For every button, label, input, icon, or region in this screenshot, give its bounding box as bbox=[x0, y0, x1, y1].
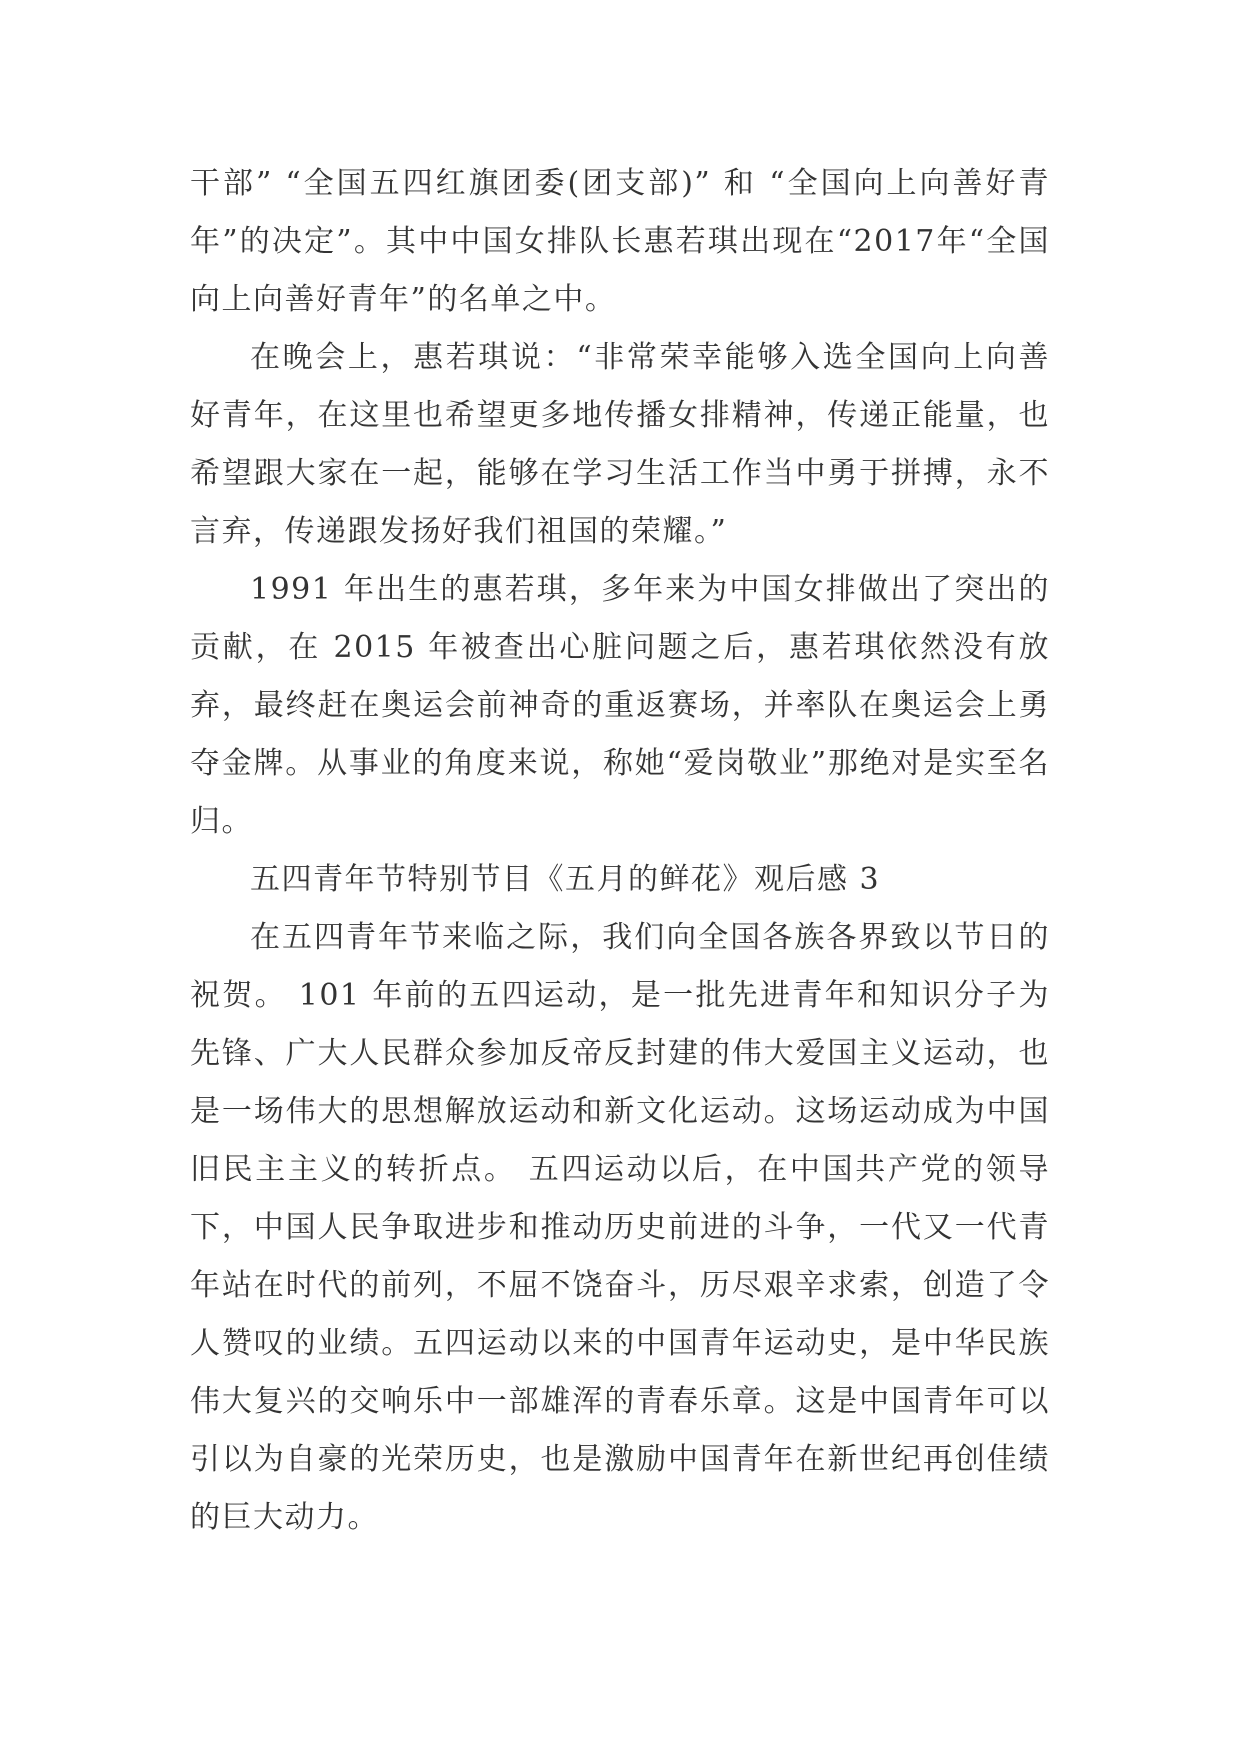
paragraph-award-decision: 干部” “全国五四红旗团委(团支部)” 和 “全国向上向善好青年”的决定”。其中中国女排队长惠若琪出现在“2017年“全国向上向善好青年”的名单之中。 bbox=[190, 166, 1050, 317]
paragraph-hui-ruoqi-career: 1991 年出生的惠若琪，多年来为中国女排做出了突出的贡献，在 2015 年被查出心脏问题之后，惠若琪依然没有放弃，最终赶在奥运会前神奇的重返赛场，并率队在奥运会上勇夺金牌。从事业的角度来说，称她“爱岗敬业”那绝对是实至名归。 bbox=[190, 572, 1050, 839]
section-title: 五四青年节特别节目《五月的鲜花》观后感 3 bbox=[250, 862, 881, 897]
paragraph-hui-ruoqi-quote: 在晚会上，惠若琪说：“非常荣幸能够入选全国向上向善好青年，在这里也希望更多地传播女排精神，传递正能量，也希望跟大家在一起，能够在学习生活工作当中勇于拼搏，永不言弃，传递跟发扬好我们祖国的荣耀。” bbox=[190, 340, 1050, 549]
paragraph-may-fourth-movement: 在五四青年节来临之际，我们向全国各族各界致以节日的祝贺。 101 年前的五四运动，是一批先进青年和知识分子为先锋、广大人民群众参加反帝反封建的伟大爱国主义运动，也是一场伟大的思想解放运动和新文化运动。这场运动成为中国旧民主主义的转折点。 五四运动以后，在中国共产党的领导下，中国人民争取进步和推动历史前进的斗争，一代又一代青年站在时代的前列，不屈不饶奋斗，历尽艰辛求索，创造了令人赞叹的业绩。五四运动以来的中国青年运动史，是中华民族伟大复兴的交响乐中一部雄浑的青春乐章。这是中国青年可以引以为自豪的光荣历史，也是激励中国青年在新世纪再创佳绩的巨大动力。 bbox=[190, 920, 1050, 1535]
document-body bbox=[190, 155, 1050, 1547]
